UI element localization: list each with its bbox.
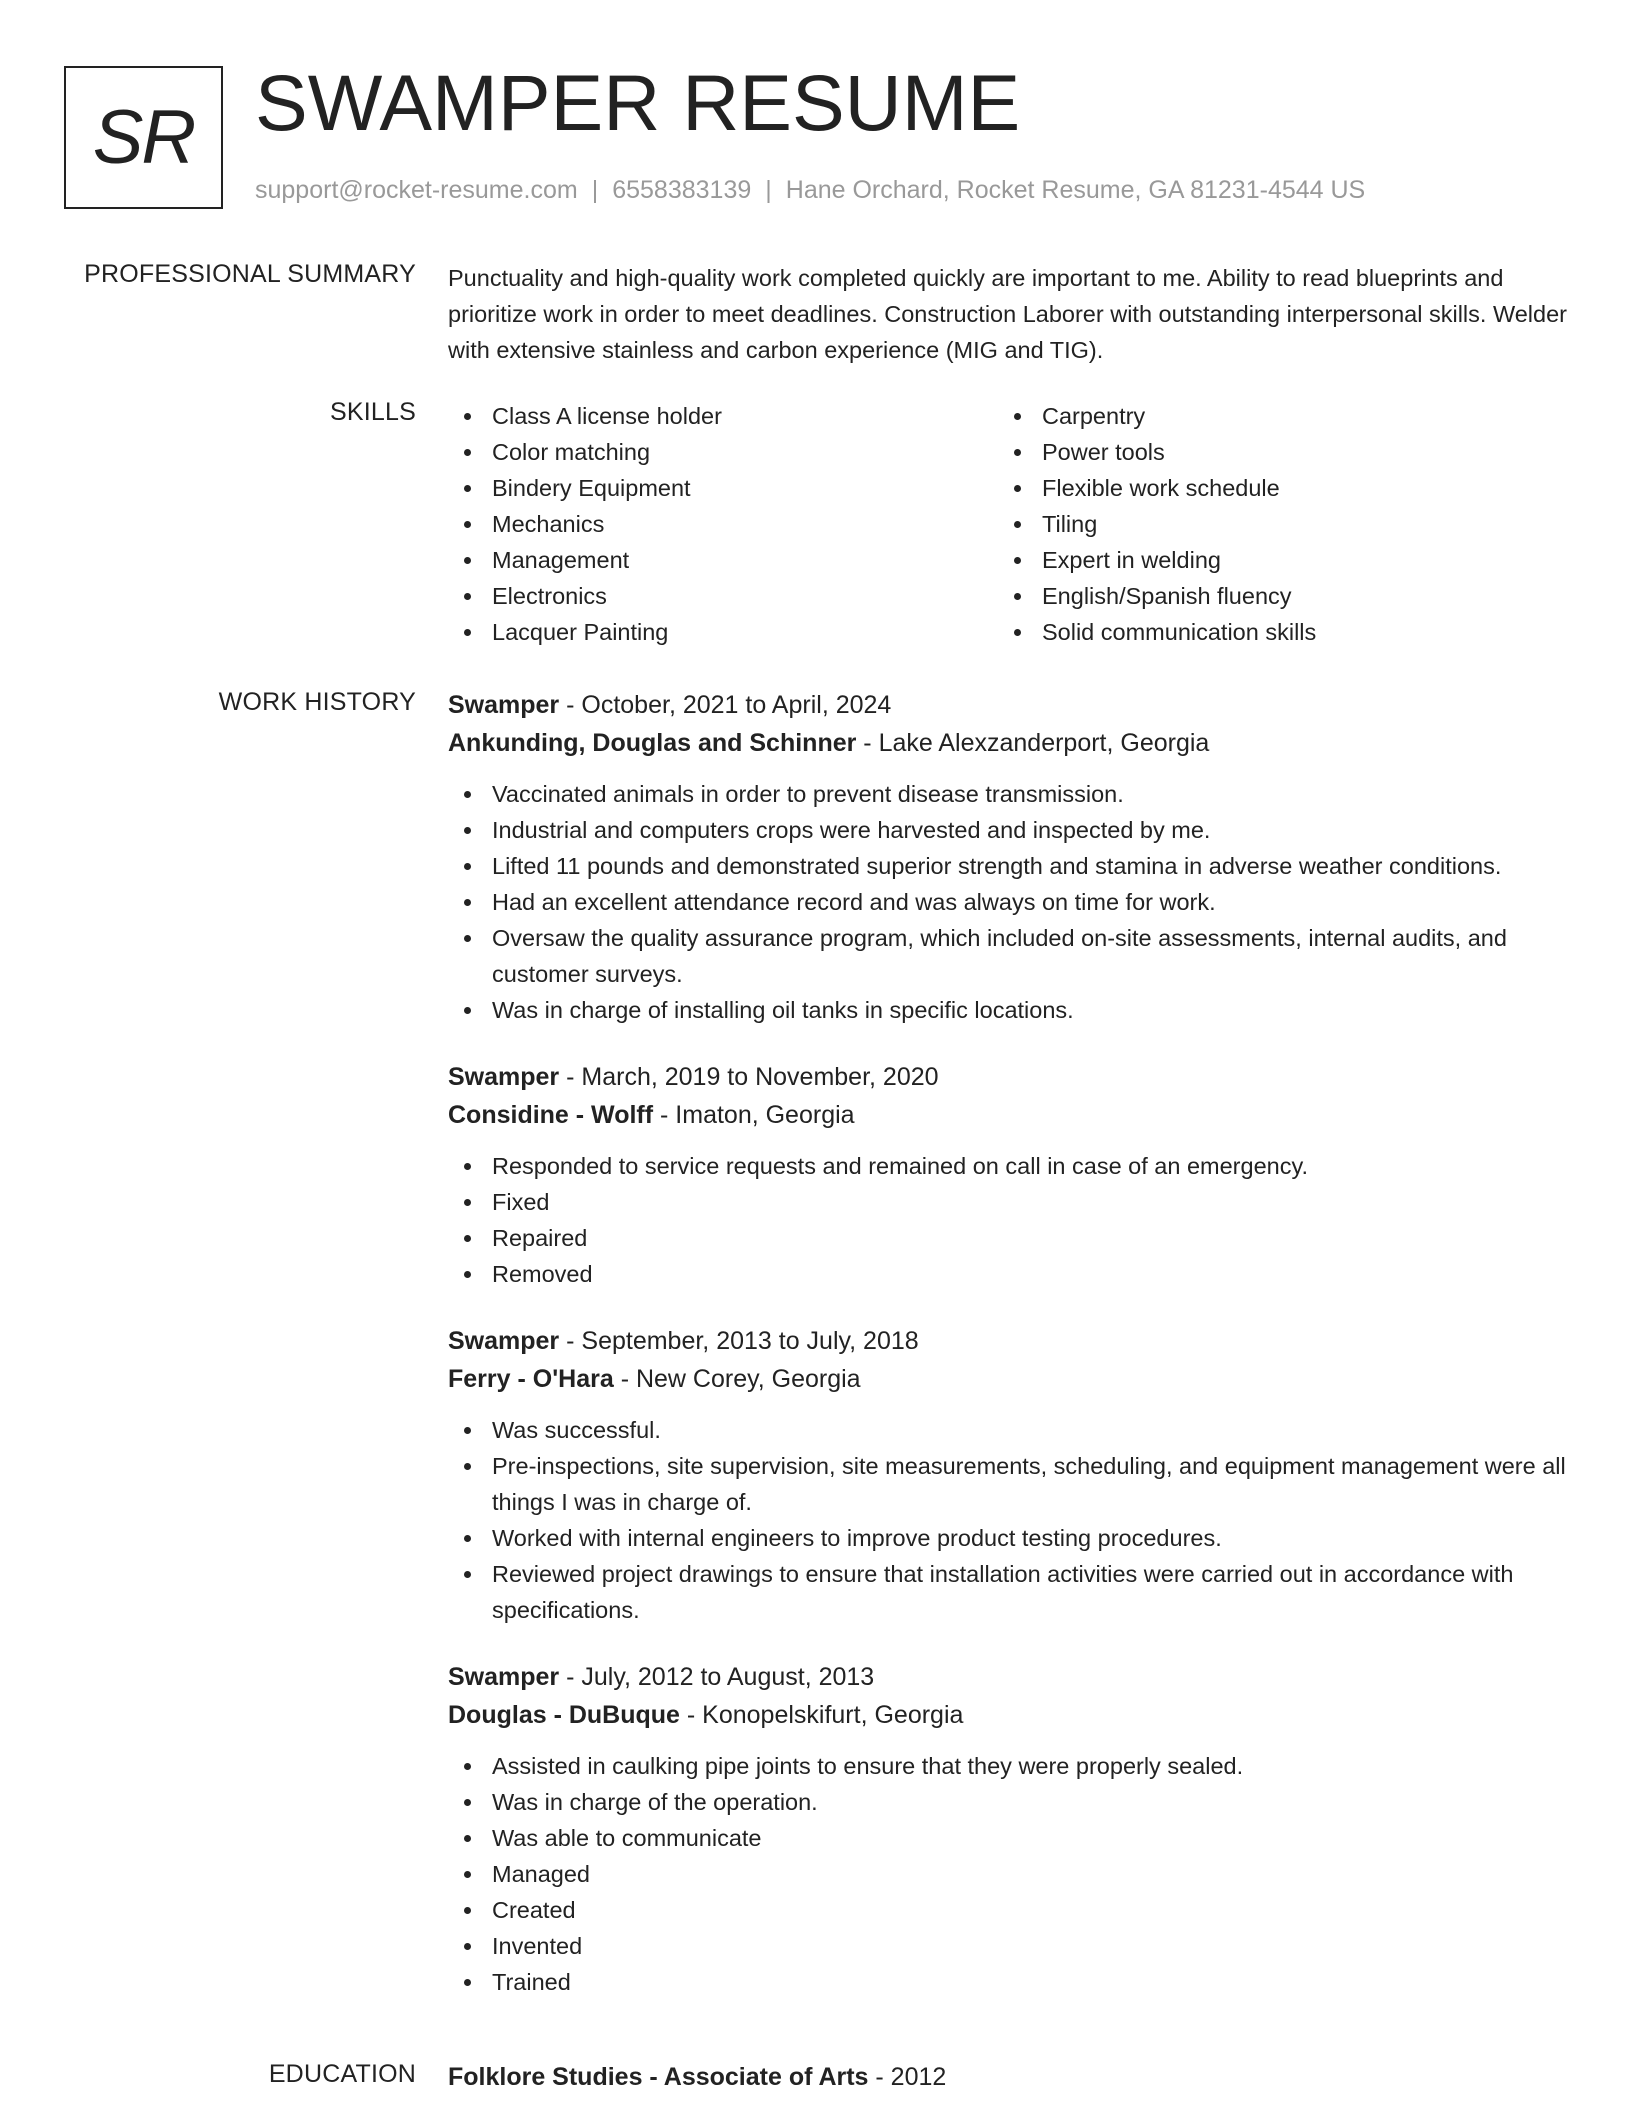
job-title: Swamper: [448, 1327, 560, 1355]
job-location: - Konopelskifurt, Georgia: [679, 1701, 964, 1729]
education-body: [448, 2058, 1568, 2096]
skill-item: Flexible work schedule: [998, 470, 1548, 506]
skills-column-left: [448, 398, 998, 650]
job-dates: - October, 2021 to April, 2024: [559, 691, 892, 719]
job-bullet: Oversaw the quality assurance program, which included on-site assessments, internal audits, and customer surveys.: [448, 920, 1568, 992]
job-company: Douglas - DuBuque: [448, 1701, 680, 1729]
section-label-skills: SKILLS: [330, 398, 416, 426]
resume-name: SWAMPER RESUME: [255, 58, 1021, 147]
section-label-education: EDUCATION: [268, 2060, 416, 2088]
skill-item: Color matching: [448, 434, 998, 470]
job-title-line: [448, 1322, 1568, 1360]
job-bullet: Industrial and computers crops were harvested and inspected by me.: [448, 812, 1568, 848]
section-label-summary: PROFESSIONAL SUMMARY: [84, 260, 416, 288]
skill-item: Carpentry: [998, 398, 1548, 434]
skill-item: Power tools: [998, 434, 1548, 470]
job-dates: - July, 2012 to August, 2013: [559, 1663, 875, 1691]
skill-item: Class A license holder: [448, 398, 998, 434]
job-entry: [448, 1658, 1568, 2000]
job-title: Swamper: [448, 691, 560, 719]
job-bullets: [448, 1748, 1568, 2000]
skill-item: Electronics: [448, 578, 998, 614]
education-year: - 2012: [868, 2063, 947, 2091]
job-bullet: Had an excellent attendance record and was always on time for work.: [448, 884, 1568, 920]
job-bullet: Was in charge of the operation.: [448, 1784, 1568, 1820]
skill-item: Tiling: [998, 506, 1548, 542]
job-entry: [448, 1322, 1568, 1628]
job-company-line: [448, 724, 1568, 762]
skills-grid: [448, 398, 1568, 650]
skill-item: Management: [448, 542, 998, 578]
work-history-list: [448, 686, 1568, 2030]
job-entry: [448, 1058, 1568, 1292]
job-title-line: [448, 1058, 1568, 1096]
job-bullet: Reviewed project drawings to ensure that installation activities were carried out in accordance with specifications.: [448, 1556, 1568, 1628]
contact-phone[interactable]: 6558383139: [612, 176, 752, 204]
job-company-line: [448, 1096, 1568, 1134]
job-company: Ferry - O'Hara: [448, 1365, 614, 1393]
summary-text: Punctuality and high-quality work completed quickly are important to me. Ability to read blueprints and prioritize work in order to meet deadlines. Construction Laborer with outstanding interpersonal skills. Welder with extensive stainless and carbon experience (MIG and TIG).: [448, 265, 1567, 363]
job-company: Considine - Wolff: [448, 1101, 654, 1129]
skill-item: Lacquer Painting: [448, 614, 998, 650]
job-bullet: Repaired: [448, 1220, 1568, 1256]
contact-address: Hane Orchard, Rocket Resume, GA 81231-4544 US: [785, 176, 1366, 204]
job-company-line: [448, 1696, 1568, 1734]
contact-email[interactable]: support@rocket-resume.com: [255, 176, 578, 204]
job-bullet: Lifted 11 pounds and demonstrated superior strength and stamina in adverse weather conditions.: [448, 848, 1568, 884]
job-bullet: Managed: [448, 1856, 1568, 1892]
job-bullet: Pre-inspections, site supervision, site measurements, scheduling, and equipment management were all things I was in charge of.: [448, 1448, 1568, 1520]
job-bullet: Was in charge of installing oil tanks in specific locations.: [448, 992, 1568, 1028]
job-bullet: Removed: [448, 1256, 1568, 1292]
job-bullet: Trained: [448, 1964, 1568, 2000]
education-degree-line: [448, 2058, 1568, 2096]
job-bullets: [448, 1148, 1568, 1292]
job-bullets: [448, 1412, 1568, 1628]
job-title-line: [448, 686, 1568, 724]
education-degree: Folklore Studies - Associate of Arts: [448, 2063, 869, 2091]
job-title: Swamper: [448, 1063, 560, 1091]
skill-item: Mechanics: [448, 506, 998, 542]
job-bullet: Was successful.: [448, 1412, 1568, 1448]
job-dates: - March, 2019 to November, 2020: [559, 1063, 939, 1091]
skill-item: Solid communication skills: [998, 614, 1548, 650]
job-bullet: Created: [448, 1892, 1568, 1928]
job-location: - Lake Alexzanderport, Georgia: [856, 729, 1210, 757]
job-bullet: Worked with internal engineers to improve product testing procedures.: [448, 1520, 1568, 1556]
job-bullet: Vaccinated animals in order to prevent disease transmission.: [448, 776, 1568, 812]
contact-separator: |: [765, 176, 772, 204]
job-location: - Imaton, Georgia: [653, 1101, 855, 1129]
section-label-work-history: WORK HISTORY: [218, 688, 416, 716]
job-bullet: Assisted in caulking pipe joints to ensure that they were properly sealed.: [448, 1748, 1568, 1784]
skill-item: English/Spanish fluency: [998, 578, 1548, 614]
job-location: - New Corey, Georgia: [613, 1365, 861, 1393]
monogram-logo: SR: [64, 66, 223, 209]
job-entry: [448, 686, 1568, 1028]
contact-line: [255, 176, 1365, 205]
job-dates: - September, 2013 to July, 2018: [559, 1327, 919, 1355]
job-bullet: Fixed: [448, 1184, 1568, 1220]
job-title-line: [448, 1658, 1568, 1696]
job-company: Ankunding, Douglas and Schinner: [448, 729, 857, 757]
resume-header: [64, 58, 1584, 210]
skills-column-right: [998, 398, 1548, 650]
job-bullet: Invented: [448, 1928, 1568, 1964]
contact-separator: |: [591, 176, 599, 204]
job-bullet: Was able to communicate: [448, 1820, 1568, 1856]
job-title: Swamper: [448, 1663, 560, 1691]
job-company-line: [448, 1360, 1568, 1398]
job-bullets: [448, 776, 1568, 1028]
skill-item: Expert in welding: [998, 542, 1548, 578]
skill-item: Bindery Equipment: [448, 470, 998, 506]
job-bullet: Responded to service requests and remained on call in case of an emergency.: [448, 1148, 1568, 1184]
